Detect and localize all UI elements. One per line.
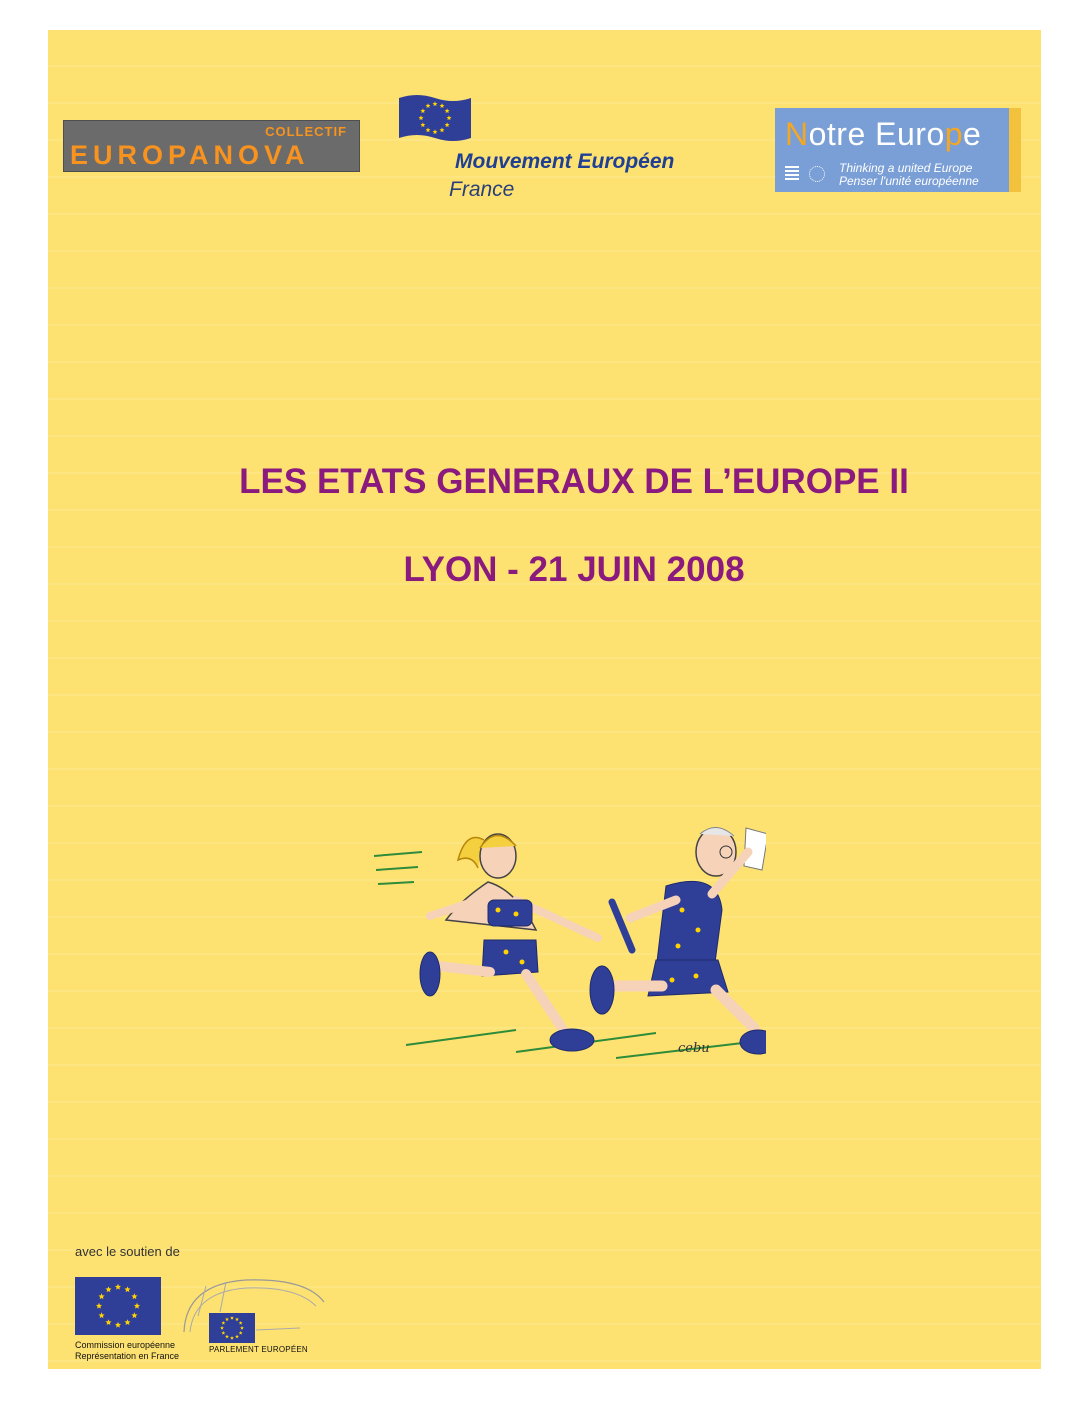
european-commission-line1: Commission européenne xyxy=(75,1340,176,1350)
parliament-hemicycle-icon xyxy=(176,1272,326,1344)
europanova-logo-big: EUROPANOVA xyxy=(70,140,310,170)
notre-europe-tagline-fr: Penser l'unité européenne xyxy=(839,174,979,188)
relay-baton xyxy=(612,902,632,950)
notre-europe-logo xyxy=(775,108,1021,192)
eu-flag-icon xyxy=(75,1277,161,1335)
stars-circle-icon xyxy=(809,166,825,182)
notre-europe-stripe xyxy=(1009,108,1021,192)
europanova-logo xyxy=(63,120,360,172)
notre-europe-tagline-en: Thinking a united Europe xyxy=(839,161,973,175)
european-parliament-caption: PARLEMENT EUROPÉEN xyxy=(209,1345,308,1354)
european-commission-caption xyxy=(75,1340,179,1362)
european-parliament-logo xyxy=(176,1272,326,1356)
notre-europe-title-p: p xyxy=(944,116,964,152)
woman-runner xyxy=(420,834,598,1051)
notre-europe-title-a: otre Euro xyxy=(808,116,945,152)
mouvement-europeen-title: Mouvement Européen xyxy=(455,150,675,173)
relay-runners-illustration xyxy=(366,790,766,1080)
cartoon-signature: cebu xyxy=(678,1041,710,1056)
mouvement-europeen-country: France xyxy=(449,178,515,201)
document-icon xyxy=(785,166,799,182)
notre-europe-title-n: N xyxy=(785,116,809,152)
europanova-logo-small: COLLECTIF xyxy=(265,124,347,139)
notre-europe-title-b: e xyxy=(963,116,982,152)
eu-flag-icon xyxy=(397,92,473,144)
support-text: avec le soutien de xyxy=(75,1244,180,1259)
notre-europe-title xyxy=(785,116,981,153)
european-commission-line2: Représentation en France xyxy=(75,1351,180,1361)
document-page xyxy=(48,30,1041,1369)
man-runner xyxy=(590,827,766,1054)
document-subtitle: LYON - 21 JUIN 2008 xyxy=(403,550,745,589)
document-title: LES ETATS GENERAUX DE L’EUROPE II xyxy=(239,462,909,501)
mouvement-europeen-logo xyxy=(393,92,753,212)
notre-europe-tagline xyxy=(839,162,979,188)
